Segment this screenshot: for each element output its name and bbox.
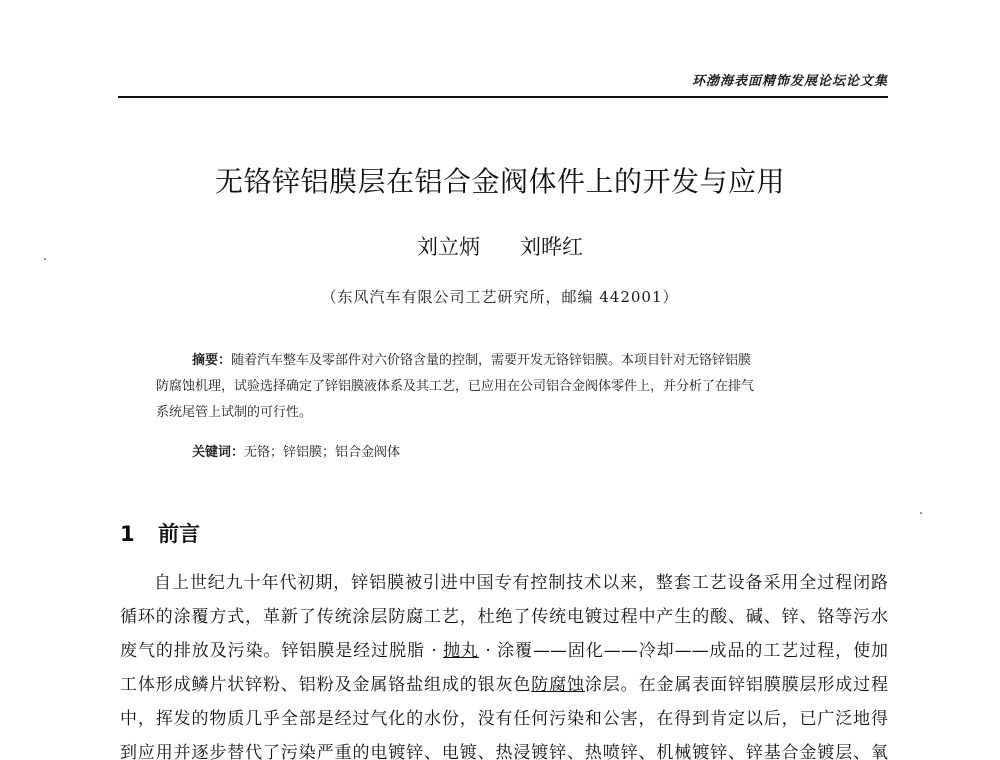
- author-list: [0, 231, 1000, 261]
- section-heading: [120, 518, 200, 548]
- body-line: 自上世纪九十年代初期，锌铝膜被引进中国专有控制技术以来，整套工艺设备采用全过程闭路: [154, 573, 888, 593]
- body-paragraph: [120, 566, 888, 760]
- body-text-segment: 工体形成鳞片状锌粉、铝粉及金属铬盐组成的银灰色: [120, 675, 532, 695]
- keywords-text: 无铬；锌铝膜；铝合金阀体: [244, 445, 401, 460]
- author-affiliation: （东风汽车有限公司工艺研究所，邮编 442001）: [321, 288, 679, 306]
- body-line: 到应用并逐步替代了污染严重的电镀锌、电镀、热浸镀锌、热喷锌、机械镀锌、锌基合金镀层、氧: [120, 743, 888, 760]
- abstract-line: 系统尾管上试制的可行性。: [156, 405, 313, 420]
- body-text-segment: · 涂覆——固化——冷却——成品的工艺过程，使加: [478, 641, 889, 661]
- abstract-line: [156, 348, 856, 374]
- abstract-text: 随着汽车整车及零部件对六价铬含量的控制，需要开发无铬锌铝膜。本项目针对无铬锌铝膜: [231, 353, 752, 368]
- body-line: [120, 634, 888, 668]
- author-name: 刘晔红: [520, 235, 583, 259]
- section-title: 前言: [158, 522, 200, 546]
- abstract-label: 摘要：: [192, 353, 232, 368]
- body-text-segment: 废气的排放及污染。锌铝膜是经过脱脂 ·: [120, 641, 444, 661]
- author-name: 刘立炳: [417, 235, 480, 259]
- section-number: 1: [120, 522, 135, 546]
- keywords: [192, 441, 400, 460]
- abstract: [156, 348, 856, 426]
- body-line: 中，挥发的物质几乎全部是经过气化的水份，没有任何污染和公害，在得到肯定以后，已广泛地得: [120, 709, 888, 729]
- abstract-line: 防腐蚀机理，试验选择确定了锌铝膜液体系及其工艺，已应用在公司铝合金阀体零件上，并分析了在排气: [156, 379, 755, 394]
- body-text-segment: 涂层。在金属表面锌铝膜膜层形成过程: [584, 675, 889, 695]
- underlined-term: 防腐蚀: [531, 675, 585, 695]
- keywords-label: 关键词：: [192, 445, 245, 460]
- underlined-term: 抛丸: [443, 641, 479, 661]
- scan-speck: [920, 512, 922, 514]
- body-line: 循环的涂覆方式，革新了传统涂层防腐工艺，杜绝了传统电镀过程中产生的酸、碱、锌、铬等污水: [120, 607, 888, 627]
- header-rule: [118, 96, 888, 98]
- scan-speck: [44, 258, 46, 260]
- body-line: [120, 668, 888, 702]
- running-header: 环渤海表面精饰发展论坛论文集: [691, 74, 888, 89]
- paper-title: 无铬锌铝膜层在铝合金阀体件上的开发与应用: [214, 165, 785, 198]
